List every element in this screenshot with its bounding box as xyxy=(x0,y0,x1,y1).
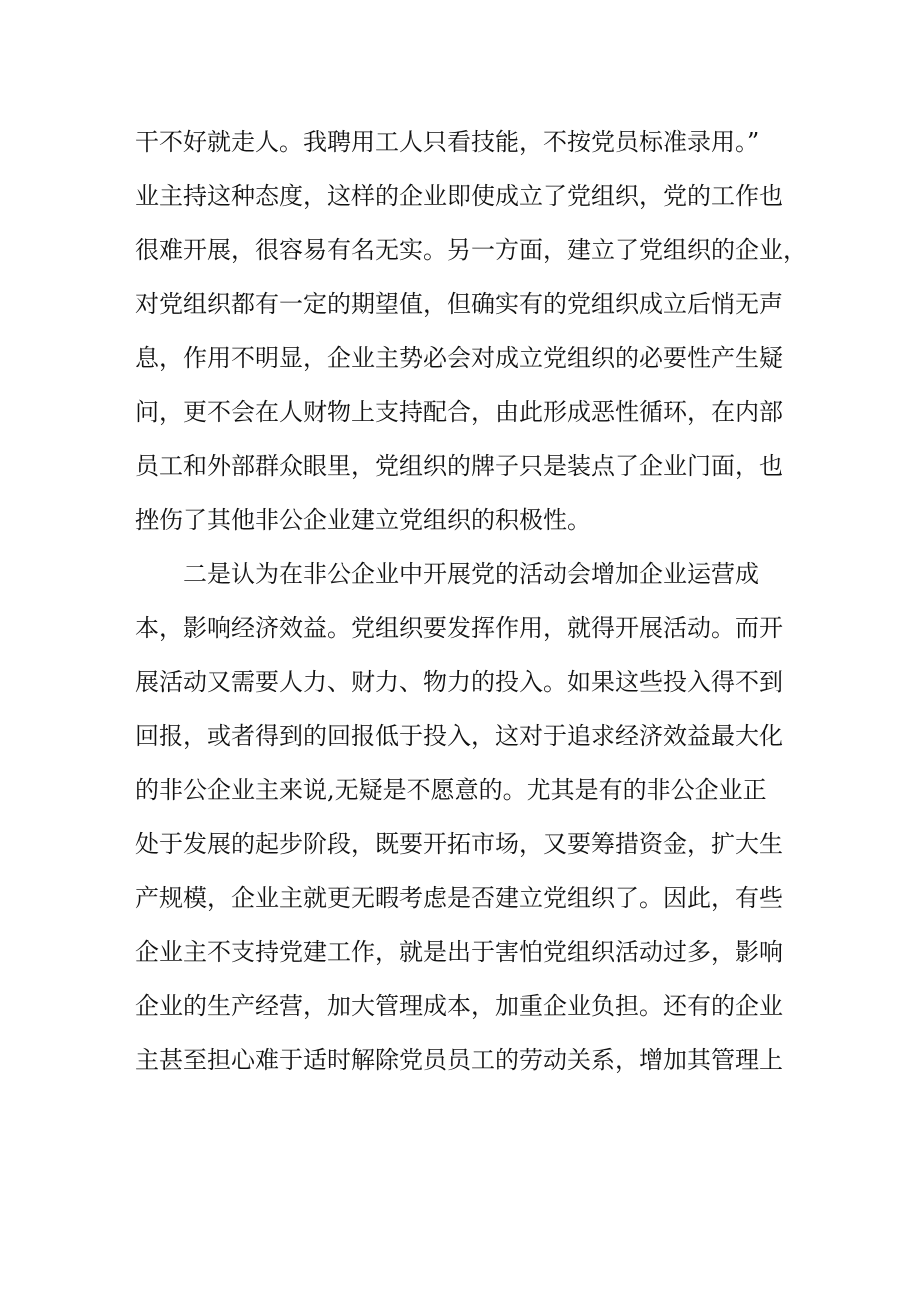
paragraph-2-first-line: 二是认为在非公企业中开展党的活动会增加企业运营成 xyxy=(183,560,759,588)
text-line-4: 对党组织都有一定的期望值，但确实有的党组织成立后悄无声 xyxy=(135,290,783,318)
text-line-6: 问，更不会在人财物上支持配合，由此形成恶性循环，在内部 xyxy=(135,398,783,426)
text-line-15: 产规模，企业主就更无暇考虑是否建立党组织了。因此，有些 xyxy=(135,884,783,912)
text-line-8: 挫伤了其他非公企业建立党组织的积极性。 xyxy=(135,506,591,534)
text-line-1: 干不好就走人。我聘用工人只看技能，不按党员标准录用。” xyxy=(135,128,760,156)
text-line-3: 很难开展，很容易有名无实。另一方面，建立了党组织的企业， xyxy=(135,236,807,264)
text-line-13: 的非公企业主来说,无疑是不愿意的。尤其是有的非公企业正 xyxy=(135,776,767,804)
text-line-11: 展活动又需要人力、财力、物力的投入。如果这些投入得不到 xyxy=(135,668,783,696)
text-line-12: 回报，或者得到的回报低于投入，这对于追求经济效益最大化 xyxy=(135,722,783,750)
text-line-5: 息，作用不明显，企业主势必会对成立党组织的必要性产生疑 xyxy=(135,344,783,372)
text-line-14: 处于发展的起步阶段，既要开拓市场，又要筹措资金，扩大生 xyxy=(135,830,783,858)
text-line-17: 企业的生产经营，加大管理成本，加重企业负担。还有的企业 xyxy=(135,992,783,1020)
text-line-18: 主甚至担心难于适时解除党员员工的劳动关系，增加其管理上 xyxy=(135,1046,783,1074)
text-line-16: 企业主不支持党建工作，就是出于害怕党组织活动过多，影响 xyxy=(135,938,783,966)
text-line-7: 员工和外部群众眼里，党组织的牌子只是装点了企业门面，也 xyxy=(135,452,783,480)
text-line-10: 本，影响经济效益。党组织要发挥作用，就得开展活动。而开 xyxy=(135,614,783,642)
text-line-2: 业主持这种态度，这样的企业即使成立了党组织，党的工作也 xyxy=(135,182,783,210)
